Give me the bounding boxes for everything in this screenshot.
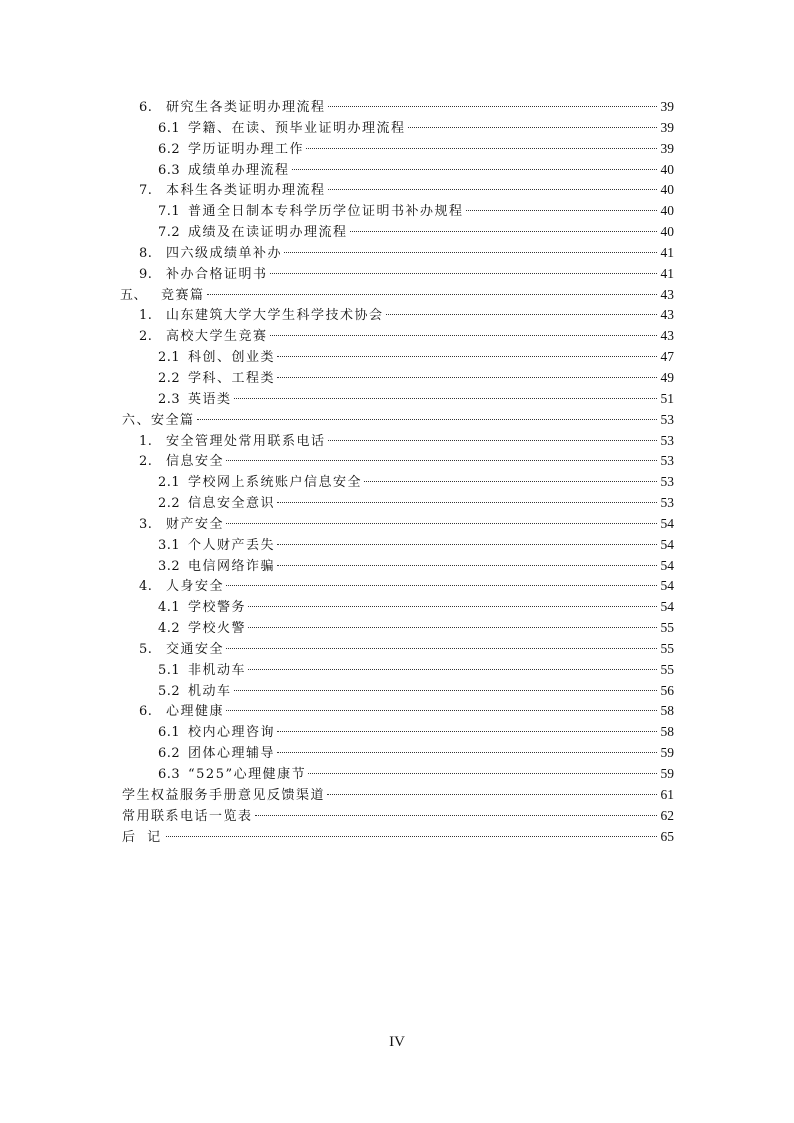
toc-entry-page: 54 (660, 557, 674, 573)
toc-entry-number: 4.1 (158, 600, 181, 616)
toc-entry[interactable] (120, 389, 674, 410)
toc-entry-title: 常用联系电话一览表 (122, 808, 253, 824)
toc-entry-page: 55 (660, 640, 674, 656)
toc-leader-dots (277, 731, 657, 732)
toc-entry-title: 学科、工程类 (188, 370, 276, 386)
toc-entry-page: 54 (660, 578, 674, 594)
toc-entry-title: 科创、创业类 (188, 350, 276, 366)
toc-entry-title: 学历证明办理工作 (188, 141, 305, 157)
toc-entry[interactable] (120, 97, 674, 118)
toc-entry[interactable] (120, 785, 674, 806)
toc-leader-dots (277, 544, 657, 545)
toc-leader-dots (248, 627, 657, 628)
toc-entry-page: 53 (660, 411, 674, 427)
toc-entry[interactable] (120, 118, 674, 139)
toc-entry-title: 学生权益服务手册意见反馈渠道 (122, 787, 326, 803)
toc-entry[interactable] (120, 285, 674, 306)
toc-entry-title: 人身安全 (166, 579, 225, 595)
toc-entry-page: 65 (660, 828, 674, 844)
toc-leader-dots (364, 481, 657, 482)
toc-entry-number: 6.2 (158, 746, 181, 762)
toc-entry-page: 59 (660, 766, 674, 781)
toc-entry-page: 43 (660, 328, 674, 344)
toc-entry-number: 五、 (120, 287, 148, 303)
toc-entry[interactable] (120, 764, 674, 785)
toc-entry-page: 39 (660, 140, 674, 156)
toc-entry-title: 英语类 (188, 391, 232, 407)
toc-entry-title: 学籍、在读、预毕业证明办理流程 (188, 120, 406, 136)
toc-entry[interactable] (120, 660, 674, 681)
toc-leader-dots (166, 836, 657, 837)
toc-entry-page: 55 (660, 620, 674, 636)
toc-leader-dots (408, 127, 657, 128)
toc-leader-dots (270, 335, 657, 336)
toc-entry-page: 58 (660, 724, 674, 740)
toc-entry-title: 学校网上系统账户信息安全 (188, 475, 363, 491)
toc-leader-dots (292, 169, 657, 170)
toc-leader-dots (226, 710, 657, 711)
toc-entry-page: 41 (660, 244, 674, 260)
toc-entry-number: 5. (139, 641, 153, 657)
toc-entry-page: 53 (660, 453, 674, 469)
toc-leader-dots (277, 356, 657, 357)
toc-entry[interactable] (120, 597, 674, 618)
toc-leader-dots (226, 523, 657, 524)
toc-entry[interactable] (120, 431, 674, 452)
toc-entry-number: 6.3 (158, 162, 181, 178)
toc-leader-dots (277, 565, 657, 566)
toc-entry-number: 1. (139, 433, 153, 449)
toc-entry-title: 信息安全意识 (188, 496, 276, 512)
toc-entry-title: 个人财产丢失 (188, 537, 276, 553)
toc-entry-number: 3. (139, 516, 153, 532)
toc-leader-dots (284, 252, 657, 253)
toc-leader-dots (466, 210, 657, 211)
toc-entry-page: 40 (660, 224, 674, 240)
toc-entry-page: 47 (660, 349, 674, 365)
toc-entry-page: 43 (660, 286, 674, 302)
toc-entry-page: 39 (660, 119, 674, 135)
toc-entry[interactable] (120, 243, 674, 264)
toc-leader-dots (234, 690, 657, 691)
toc-entry-page: 62 (660, 807, 674, 823)
toc-entry-number: 7.2 (158, 225, 181, 241)
toc-entry-page: 58 (660, 703, 674, 719)
toc-entry[interactable] (120, 222, 674, 243)
toc-entry-page: 40 (660, 203, 674, 219)
toc-leader-dots (234, 398, 657, 399)
toc-entry-title: 补办合格证明书 (166, 266, 268, 282)
toc-entry-number: 9. (139, 266, 153, 282)
toc-leader-dots (328, 106, 657, 107)
toc-entry[interactable] (120, 347, 674, 368)
toc-entry[interactable] (120, 472, 674, 493)
toc-leader-dots (328, 440, 657, 441)
toc-entry[interactable] (120, 806, 674, 827)
toc-entry[interactable] (120, 618, 674, 639)
toc-entry-title: “525”心理健康节 (188, 767, 307, 782)
toc-entry-number: 2. (139, 329, 153, 345)
toc-entry-title: 校内心理咨询 (188, 725, 276, 741)
toc-entry-number: 7. (139, 183, 153, 199)
toc-entry[interactable] (120, 722, 674, 743)
toc-entry-title: 普通全日制本专科学历学位证明书补办规程 (188, 204, 464, 220)
toc-entry-title: 六、安全篇 (122, 412, 195, 428)
toc-entry-number: 6.2 (158, 141, 181, 157)
toc-leader-dots (277, 377, 657, 378)
toc-entry-number: 2.3 (158, 391, 181, 407)
toc-entry-title: 竞赛篇 (161, 287, 205, 303)
toc-entry-page: 51 (660, 390, 674, 406)
toc-leader-dots (270, 273, 657, 274)
toc-entry-title: 电信网络诈骗 (188, 558, 276, 574)
toc-entry-page: 53 (660, 474, 674, 490)
toc-entry-title: 研究生各类证明办理流程 (166, 100, 326, 115)
toc-entry-number: 5.1 (158, 662, 181, 678)
toc-entry-title: 本科生各类证明办理流程 (166, 183, 326, 199)
toc-entry-title: 四六级成绩单补办 (166, 245, 283, 261)
toc-entry[interactable] (120, 827, 674, 848)
toc-entry-title: 成绩单办理流程 (188, 162, 290, 178)
toc-entry-number: 2.2 (158, 496, 181, 512)
toc-entry[interactable] (120, 493, 674, 514)
toc-entry-page: 54 (660, 599, 674, 615)
toc-leader-dots (386, 314, 657, 315)
toc-entry-title: 安全管理处常用联系电话 (166, 433, 326, 449)
toc-entry[interactable] (120, 160, 674, 181)
toc-leader-dots (248, 606, 657, 607)
toc-entry-page: 41 (660, 265, 674, 281)
toc-entry-page: 55 (660, 661, 674, 677)
toc-entry[interactable] (120, 576, 674, 597)
table-of-contents (120, 97, 674, 847)
toc-leader-dots (277, 752, 657, 753)
toc-entry[interactable] (120, 514, 674, 535)
toc-leader-dots (308, 773, 657, 774)
toc-entry-page: 53 (660, 495, 674, 511)
toc-entry[interactable] (120, 681, 674, 702)
toc-entry-title: 高校大学生竞赛 (166, 329, 268, 345)
toc-leader-dots (350, 231, 657, 232)
toc-entry-number: 7.1 (158, 204, 181, 220)
toc-entry-number: 4. (139, 579, 153, 595)
toc-entry-number: 2.1 (158, 475, 181, 491)
toc-entry-number: 8. (139, 245, 153, 261)
toc-entry-page: 39 (660, 99, 674, 114)
toc-leader-dots (197, 419, 657, 420)
toc-entry-page: 54 (660, 515, 674, 531)
toc-entry[interactable] (120, 743, 674, 764)
toc-entry-title: 心理健康 (166, 704, 225, 720)
toc-entry-title: 后 记 (122, 829, 165, 845)
toc-leader-dots (327, 794, 657, 795)
toc-leader-dots (207, 294, 657, 295)
toc-entry-page: 61 (660, 786, 674, 802)
toc-entry-page: 43 (660, 307, 674, 323)
toc-entry-page: 49 (660, 369, 674, 385)
toc-entry[interactable] (120, 180, 674, 201)
toc-entry-number: 1. (139, 308, 153, 324)
toc-entry[interactable] (120, 701, 674, 722)
toc-entry-page: 54 (660, 536, 674, 552)
toc-leader-dots (226, 648, 657, 649)
toc-entry-title: 财产安全 (166, 516, 225, 532)
toc-entry-number: 2. (139, 454, 153, 470)
toc-entry-number: 4.2 (158, 621, 181, 637)
toc-entry-page: 59 (660, 745, 674, 761)
toc-entry-number: 2.1 (158, 350, 181, 366)
toc-entry-page: 56 (660, 682, 674, 698)
toc-entry-number: 6. (139, 100, 153, 115)
toc-entry-number: 6. (139, 704, 153, 720)
toc-entry-number: 6.3 (158, 767, 181, 782)
toc-leader-dots (226, 585, 657, 586)
toc-entry[interactable] (120, 305, 674, 326)
toc-entry-number: 6.1 (158, 725, 181, 741)
toc-entry-title: 非机动车 (188, 662, 247, 678)
toc-entry-page: 40 (660, 182, 674, 198)
page-number: IV (389, 1034, 405, 1050)
toc-entry[interactable] (120, 556, 674, 577)
toc-entry-title: 机动车 (188, 683, 232, 699)
toc-entry-title: 学校警务 (188, 600, 247, 616)
toc-leader-dots (328, 189, 657, 190)
toc-leader-dots (306, 148, 657, 149)
toc-entry-title: 交通安全 (166, 641, 225, 657)
toc-entry-title: 成绩及在读证明办理流程 (188, 225, 348, 241)
toc-leader-dots (248, 669, 657, 670)
toc-entry[interactable] (120, 451, 674, 472)
toc-entry[interactable] (120, 264, 674, 285)
toc-leader-dots (255, 815, 657, 816)
toc-entry[interactable] (120, 139, 674, 160)
toc-entry-title: 团体心理辅导 (188, 746, 276, 762)
toc-entry[interactable] (120, 639, 674, 660)
toc-entry-number: 3.1 (158, 537, 181, 553)
toc-entry[interactable] (120, 410, 674, 431)
toc-entry-title: 学校火警 (188, 621, 247, 637)
toc-leader-dots (277, 502, 657, 503)
toc-leader-dots (226, 460, 657, 461)
toc-entry-number: 5.2 (158, 683, 181, 699)
toc-entry-title: 信息安全 (166, 454, 225, 470)
toc-entry[interactable] (120, 326, 674, 347)
toc-entry[interactable] (120, 201, 674, 222)
toc-entry-title: 山东建筑大学大学生科学技术协会 (166, 308, 384, 324)
toc-entry-number: 3.2 (158, 558, 181, 574)
toc-entry[interactable] (120, 535, 674, 556)
toc-entry-page: 40 (660, 161, 674, 177)
toc-entry[interactable] (120, 368, 674, 389)
toc-entry-number: 2.2 (158, 370, 181, 386)
toc-entry-page: 53 (660, 432, 674, 448)
toc-entry-number: 6.1 (158, 120, 181, 136)
